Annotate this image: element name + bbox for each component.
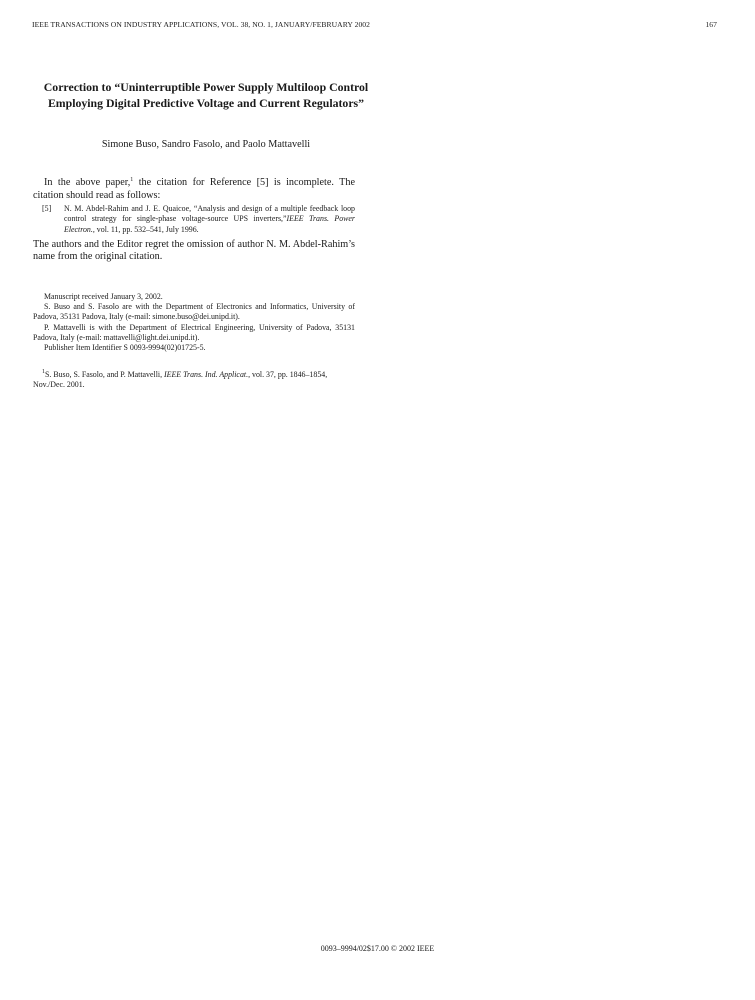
manuscript-footnotes <box>33 292 355 353</box>
reference-text: N. M. Abdel-Rahim and J. E. Quaicoe, “Analysis and design of a multiple feedback loop control strategy for single-phase voltage-source UPS inverters,”IEEE Trans. Power Electron., vol. 11, pp. 532–541, July 1996. <box>64 204 356 234</box>
affiliation-2: P. Mattavelli is with the Department of Electrical Engineering, University of Padova, 35131 Padova, Italy (e-mail: mattavelli@light.dei.unipd.it). <box>33 322 355 342</box>
footnote-1: $^1$S. Buso, S. Fasolo, and P. Mattavelli, IEEE Trans. Ind. Applicat., vol. 37, pp. 1846–1854, Nov./Dec. 2001. <box>33 369 328 390</box>
article-authors: Simone Buso, Sandro Fasolo, and Paolo Mattavelli <box>101 139 311 150</box>
publisher-item-id: Publisher Item Identifier S 0093-9994(02)01725-5. <box>44 343 206 353</box>
footnote-marker: 1 <box>130 177 134 183</box>
running-header <box>32 20 717 29</box>
paragraph-intro: In the above paper,$^1$ the citation for Reference [5] is incomplete. The citation should read as follows: <box>33 177 355 201</box>
journal-header: IEEE TRANSACTIONS ON INDUSTRY APPLICATIONS, VOL. 38, NO. 1, JANUARY/FEBRUARY 2002 <box>32 20 370 29</box>
received-note: Manuscript received January 3, 2002. <box>44 292 163 301</box>
page-number: 167 <box>705 20 717 29</box>
article-title: Correction to “Uninterruptible Power Supply Multiloop Control Employing Digital Predictive Voltage and Current Regulators” <box>43 80 369 110</box>
paragraph-apology: The authors and the Editor regret the omission of author N. M. Abdel-Rahim’s name from the original citation. <box>33 238 355 263</box>
reference-entry <box>33 204 355 235</box>
article-body <box>33 177 355 264</box>
reference-number: [5] <box>42 204 52 214</box>
affiliation-1: S. Buso and S. Fasolo are with the Department of Electronics and Informatics, University of Padova, 35131 Padova, Italy (e-mail: simone.buso@dei.unipd.it). <box>33 302 355 322</box>
copyright-line: 0093–9994/02$17.00 © 2002 IEEE <box>320 944 435 953</box>
